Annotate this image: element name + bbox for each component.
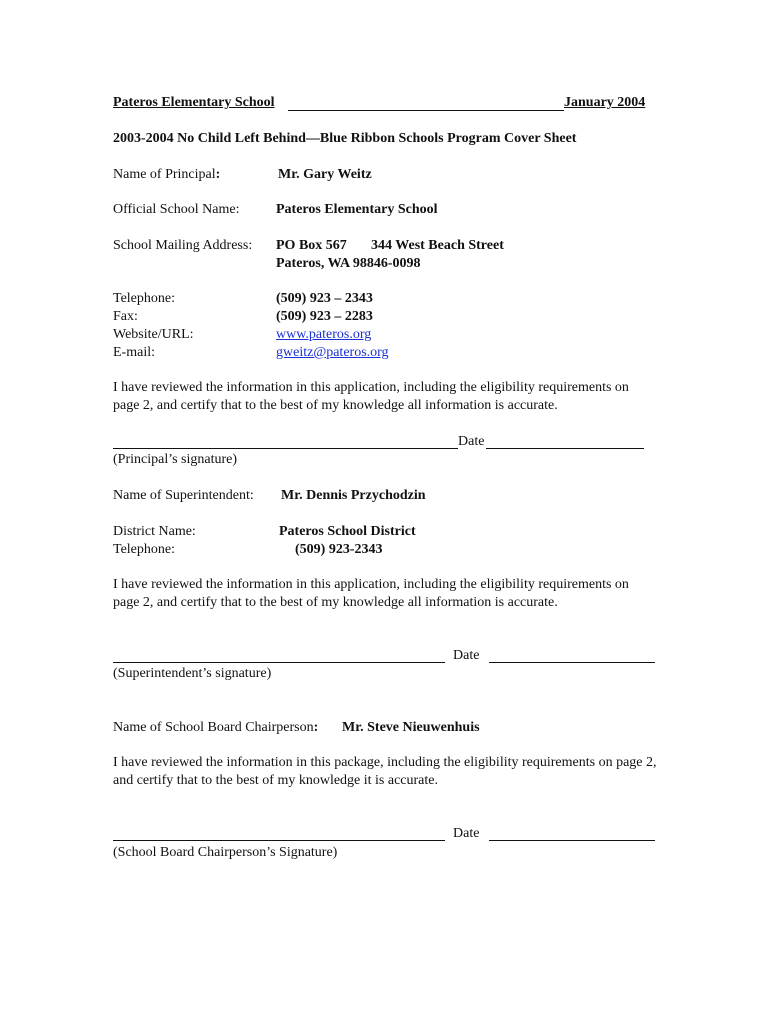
superintendent-signature-line[interactable] [113,662,445,663]
superintendent-label: Name of Superintendent: [113,488,254,503]
mailing-address-street: 344 West Beach Street [371,238,504,253]
board-chair-label-colon: : [313,720,319,735]
fax-value: (509) 923 – 2283 [276,309,373,324]
fax-label: Fax: [113,309,138,324]
board-chair-label [113,719,318,737]
superintendent-certification-text: I have reviewed the information in this application, including the eligibility requirements on page 2, and certify that to the best of my knowledge all information is accurate. [113,577,629,610]
superintendent-date-label: Date [453,648,480,663]
principal-label-text: Name of Principal [113,167,216,182]
email-link[interactable]: gweitz@pateros.org [276,345,389,360]
header-underline [288,110,564,111]
school-name-label: Official School Name: [113,202,240,217]
page-title: 2003-2004 No Child Left Behind—Blue Ribbon Schools Program Cover Sheet [113,131,577,146]
principal-label [113,166,220,184]
board-chair-name: Mr. Steve Nieuwenhuis [342,720,480,735]
principal-name: Mr. Gary Weitz [278,167,372,182]
principal-label-colon: : [215,167,221,182]
email-label: E-mail: [113,345,155,360]
website-link[interactable]: www.pateros.org [276,327,372,342]
telephone-value: (509) 923 – 2343 [276,291,373,306]
district-name-value: Pateros School District [279,524,416,539]
board-signature-caption: (School Board Chairperson’s Signature) [113,845,338,860]
superintendent-name: Mr. Dennis Przychodzin [281,488,426,503]
mailing-address-po-box: PO Box 567 [276,238,347,253]
board-certification-text: I have reviewed the information in this package, including the eligibility requirements on page 2, and certify that to the best of my knowledge it is accurate. [113,755,657,788]
district-name-label: District Name: [113,524,196,539]
header-school-name: Pateros Elementary School [113,95,275,110]
mailing-address-city: Pateros, WA 98846-0098 [276,256,421,271]
superintendent-signature-caption: (Superintendent’s signature) [113,666,272,681]
header-date: January 2004 [564,95,646,110]
principal-signature-caption: (Principal’s signature) [113,452,238,467]
board-chair-label-text: Name of School Board Chairperson [113,720,314,735]
board-signature-line[interactable] [113,840,445,841]
principal-date-line[interactable] [486,448,644,449]
telephone-label: Telephone: [113,291,175,306]
principal-date-label: Date [458,434,485,449]
mailing-address-label: School Mailing Address: [113,238,253,253]
district-telephone-label: Telephone: [113,542,175,557]
website-label: Website/URL: [113,327,194,342]
board-date-label: Date [453,826,480,841]
principal-certification-text: I have reviewed the information in this application, including the eligibility requirements on page 2, and certify that to the best of my knowledge all information is accurate. [113,380,629,413]
principal-signature-line[interactable] [113,448,458,449]
superintendent-date-line[interactable] [489,662,655,663]
school-name-value: Pateros Elementary School [276,202,438,217]
district-telephone-value: (509) 923-2343 [295,542,383,557]
board-date-line[interactable] [489,840,655,841]
